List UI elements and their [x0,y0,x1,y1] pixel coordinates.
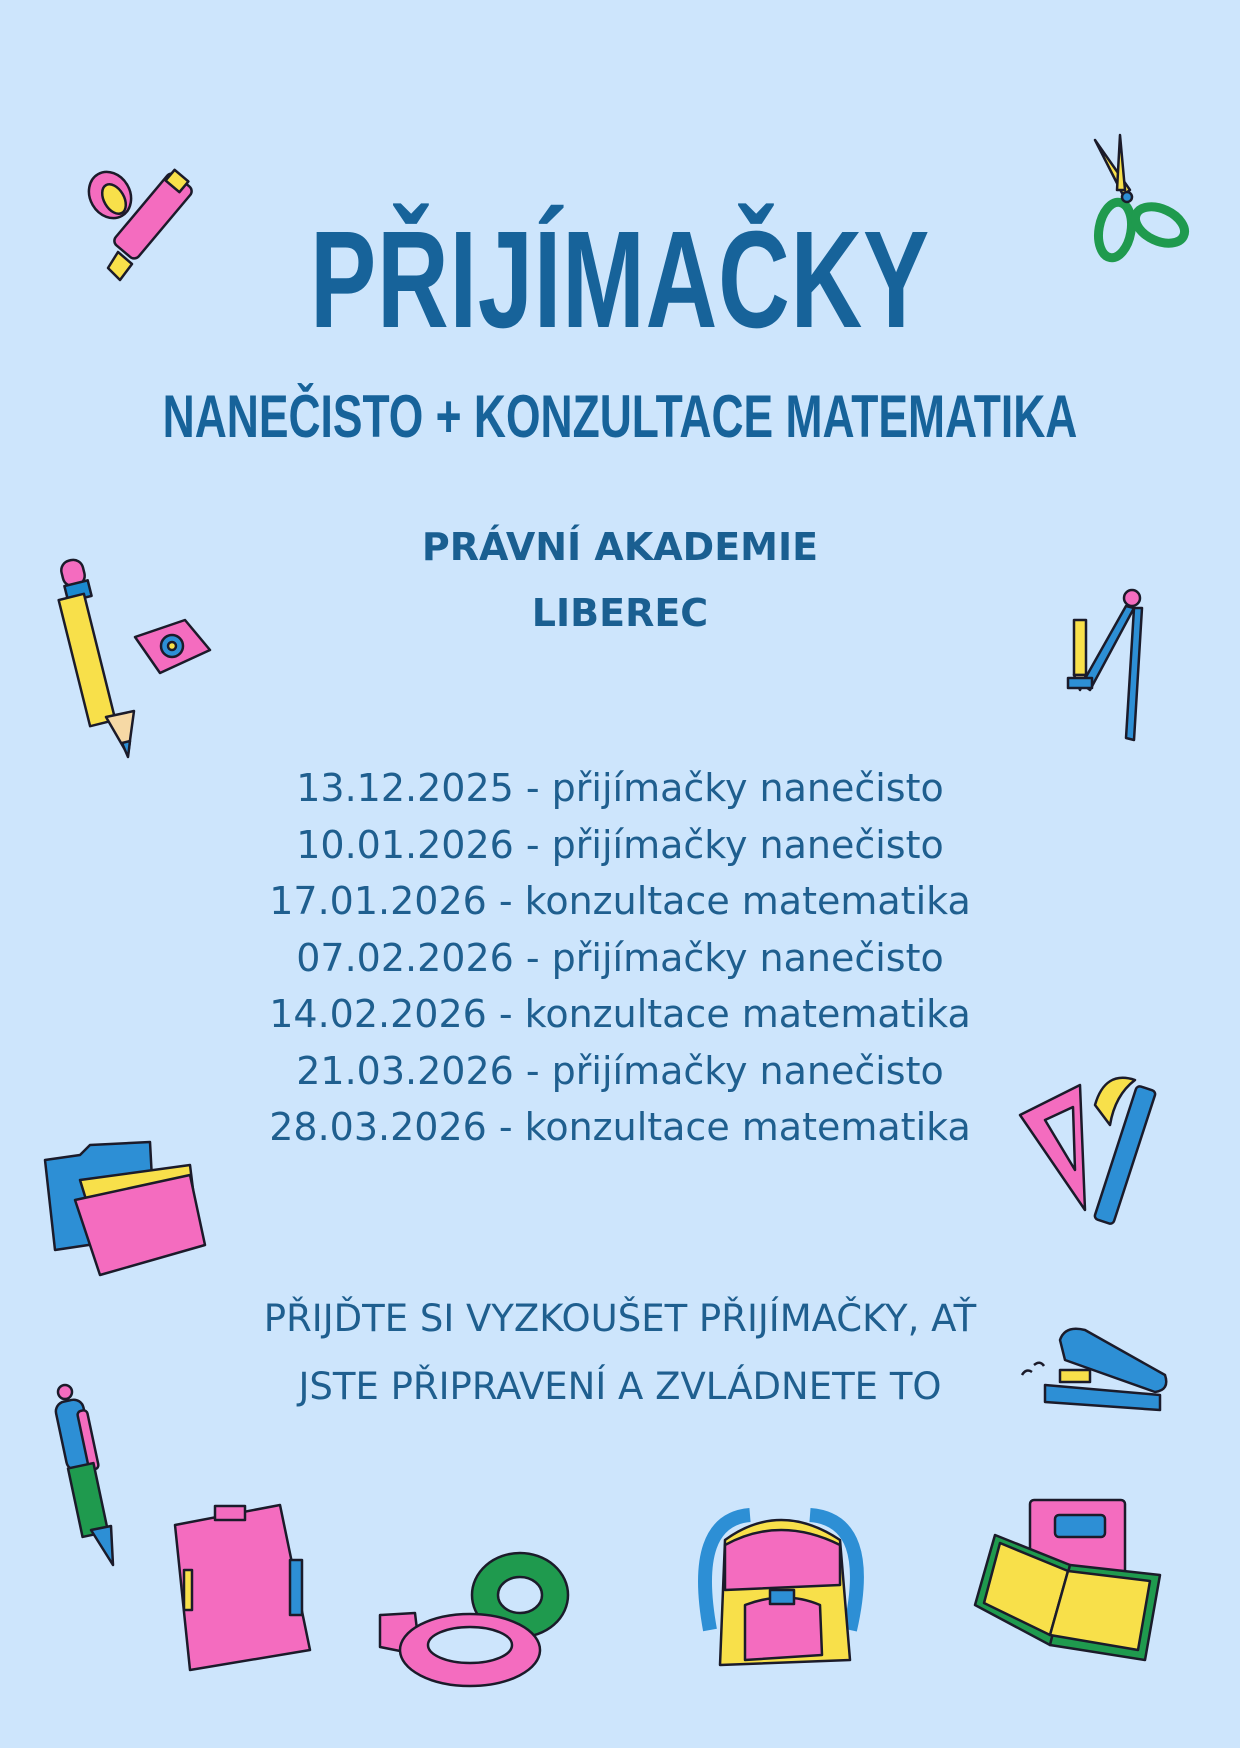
page-title: PŘIJÍMAČKY [309,203,931,357]
call-to-action-line1: PŘIJĎTE SI VYZKOUŠET PŘIJÍMAČKY, AŤ [263,1297,977,1340]
page-subtitle: NANEČISTO + KONZULTACE MATEMATIKA [162,383,1078,450]
stapler-icon [1020,1320,1170,1415]
schedule-item: 17.01.2026 - konzultace matematika [269,879,971,923]
scissors-icon [1085,135,1195,275]
open-book-icon [970,1495,1170,1670]
call-to-action-line2: JSTE PŘIPRAVENÍ A ZVLÁDNETE TO [298,1365,942,1408]
folders-icon [40,1140,210,1280]
compass-icon [1060,580,1160,750]
notebook-icon [170,1500,310,1670]
schedule-item: 13.12.2025 - přijímačky nanečisto [296,766,944,810]
pen-icon [55,1380,135,1570]
organization-city: LIBEREC [531,591,709,635]
schedule-item: 21.03.2026 - přijímačky nanečisto [296,1048,944,1093]
triangle-ruler-icon [1015,1065,1165,1225]
organization-name: PRÁVNÍ AKADEMIE [421,525,819,569]
schedule-item: 07.02.2026 - přijímačky nanečisto [296,935,944,980]
highlighter-icon [80,160,210,290]
backpack-icon [690,1500,875,1670]
schedule-item: 10.01.2026 - přijímačky nanečisto [296,822,944,867]
schedule-item: 28.03.2026 - konzultace matematika [269,1105,971,1149]
schedule-item: 14.02.2026 - konzultace matematika [269,992,971,1036]
sharpener-icon [130,615,215,680]
tape-icon [375,1545,585,1690]
